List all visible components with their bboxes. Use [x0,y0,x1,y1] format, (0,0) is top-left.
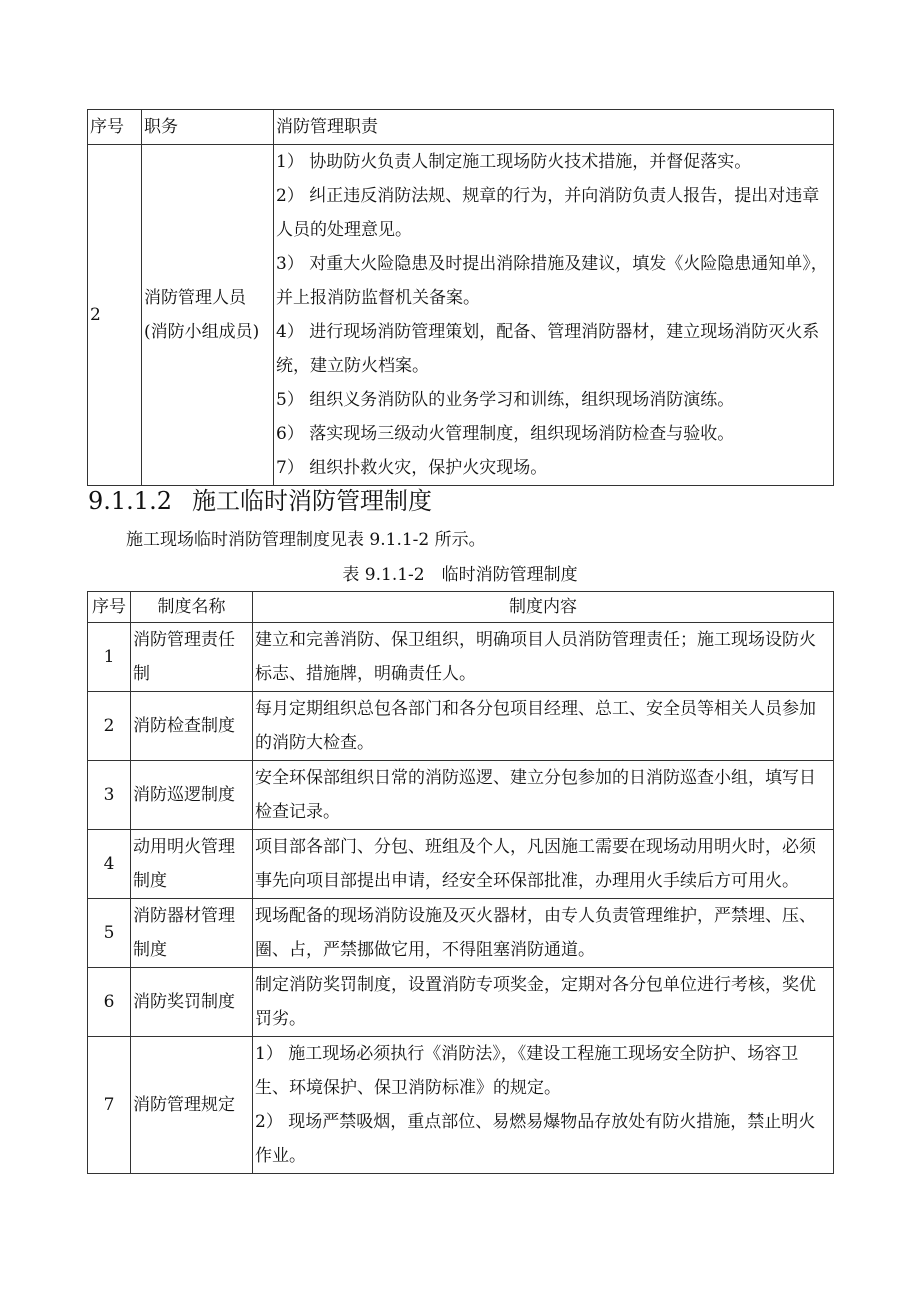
header-content: 制度内容 [253,592,834,623]
row-seq: 6 [88,968,131,1037]
table-row [88,1037,834,1174]
header-seq: 序号 [88,592,131,623]
duties-table [87,109,834,486]
intro-paragraph: 施工现场临时消防管理制度见表 9.1.1-2 所示。 [126,530,486,550]
row-seq: 1 [88,623,131,692]
header-name: 制度名称 [131,592,253,623]
row-seq: 2 [88,692,131,761]
row-duties [274,145,834,486]
content-paragraph: 2） 现场严禁吸烟，重点部位、易燃易爆物品存放处有防火措施，禁止明火作业。 [255,1112,816,1166]
role-line: (消防小组成员) [144,322,260,342]
table-header-row [88,592,834,623]
row-content [253,692,834,761]
row-content [253,623,834,692]
table-row [88,968,834,1037]
header-role: 职务 [142,110,274,145]
table-row [88,692,834,761]
duty-item: 7） 组织扑救火灾，保护火灾现场。 [276,458,548,478]
row-seq: 5 [88,899,131,968]
row-name: 消防检查制度 [131,692,253,761]
role-line: 消防管理人员 [144,288,246,308]
table-caption: 表 9.1.1-2 临时消防管理制度 [342,565,578,585]
section-number: 9.1.1.2 [88,487,172,515]
fire-system-table [87,591,834,1174]
duty-item: 2） 纠正违反消防法规、规章的行为，并向消防负责人报告，提出对违章人员的处理意见。 [276,186,820,240]
row-role [142,145,274,486]
content-paragraph: 每月定期组织总包各部门和各分包项目经理、总工、安全员等相关人员参加的消防大检查。 [255,699,816,753]
row-name: 动用明火管理制度 [131,830,253,899]
content-paragraph: 1） 施工现场必须执行《消防法》，《建设工程施工现场安全防护、场容卫生、环境保护、保卫消防标准》的规定。 [255,1044,799,1098]
duty-item: 4） 进行现场消防管理策划，配备、管理消防器材，建立现场消防灭火系统，建立防火档案。 [276,322,820,376]
row-content [253,761,834,830]
table-row [88,623,834,692]
row-name: 消防管理规定 [131,1037,253,1174]
table-row [88,145,834,486]
header-duties: 消防管理职责 [274,110,834,145]
table-header-row [88,110,834,145]
row-seq: 7 [88,1037,131,1174]
row-content [253,968,834,1037]
header-seq: 序号 [88,110,142,145]
row-seq: 3 [88,761,131,830]
content-paragraph: 安全环保部组织日常的消防巡逻、建立分包参加的日消防巡查小组，填写日检查记录。 [255,768,816,822]
row-content [253,899,834,968]
table-row [88,761,834,830]
duty-item: 6） 落实现场三级动火管理制度，组织现场消防检查与验收。 [276,424,735,444]
duty-item: 5） 组织义务消防队的业务学习和训练，组织现场消防演练。 [276,390,735,410]
row-seq: 2 [88,145,142,486]
section-title: 施工临时消防管理制度 [191,487,432,515]
content-paragraph: 项目部各部门、分包、班组及个人，凡因施工需要在现场动用明火时，必须事先向项目部提出申请，经安全环保部批准，办理用火手续后方可用火。 [255,837,816,891]
duty-item: 3） 对重大火险隐患及时提出消除措施及建议，填发《火险隐患通知单》，并上报消防监督机关备案。 [276,254,828,308]
row-name: 消防奖罚制度 [131,968,253,1037]
row-name: 消防巡逻制度 [131,761,253,830]
row-seq: 4 [88,830,131,899]
content-paragraph: 建立和完善消防、保卫组织，明确项目人员消防管理责任；施工现场设防火标志、措施牌，明确责任人。 [255,630,816,684]
row-name: 消防器材管理制度 [131,899,253,968]
row-name: 消防管理责任制 [131,623,253,692]
table-row [88,830,834,899]
row-content [253,1037,834,1174]
content-paragraph: 现场配备的现场消防设施及灭火器材，由专人负责管理维护，严禁埋、压、圈、占，严禁挪做它用，不得阻塞消防通道。 [255,906,816,960]
section-heading [88,483,432,519]
content-paragraph: 制定消防奖罚制度，设置消防专项奖金，定期对各分包单位进行考核，奖优罚劣。 [255,975,816,1029]
duty-item: 1） 协助防火负责人制定施工现场防火技术措施，并督促落实。 [276,152,752,172]
row-content [253,830,834,899]
table-row [88,899,834,968]
